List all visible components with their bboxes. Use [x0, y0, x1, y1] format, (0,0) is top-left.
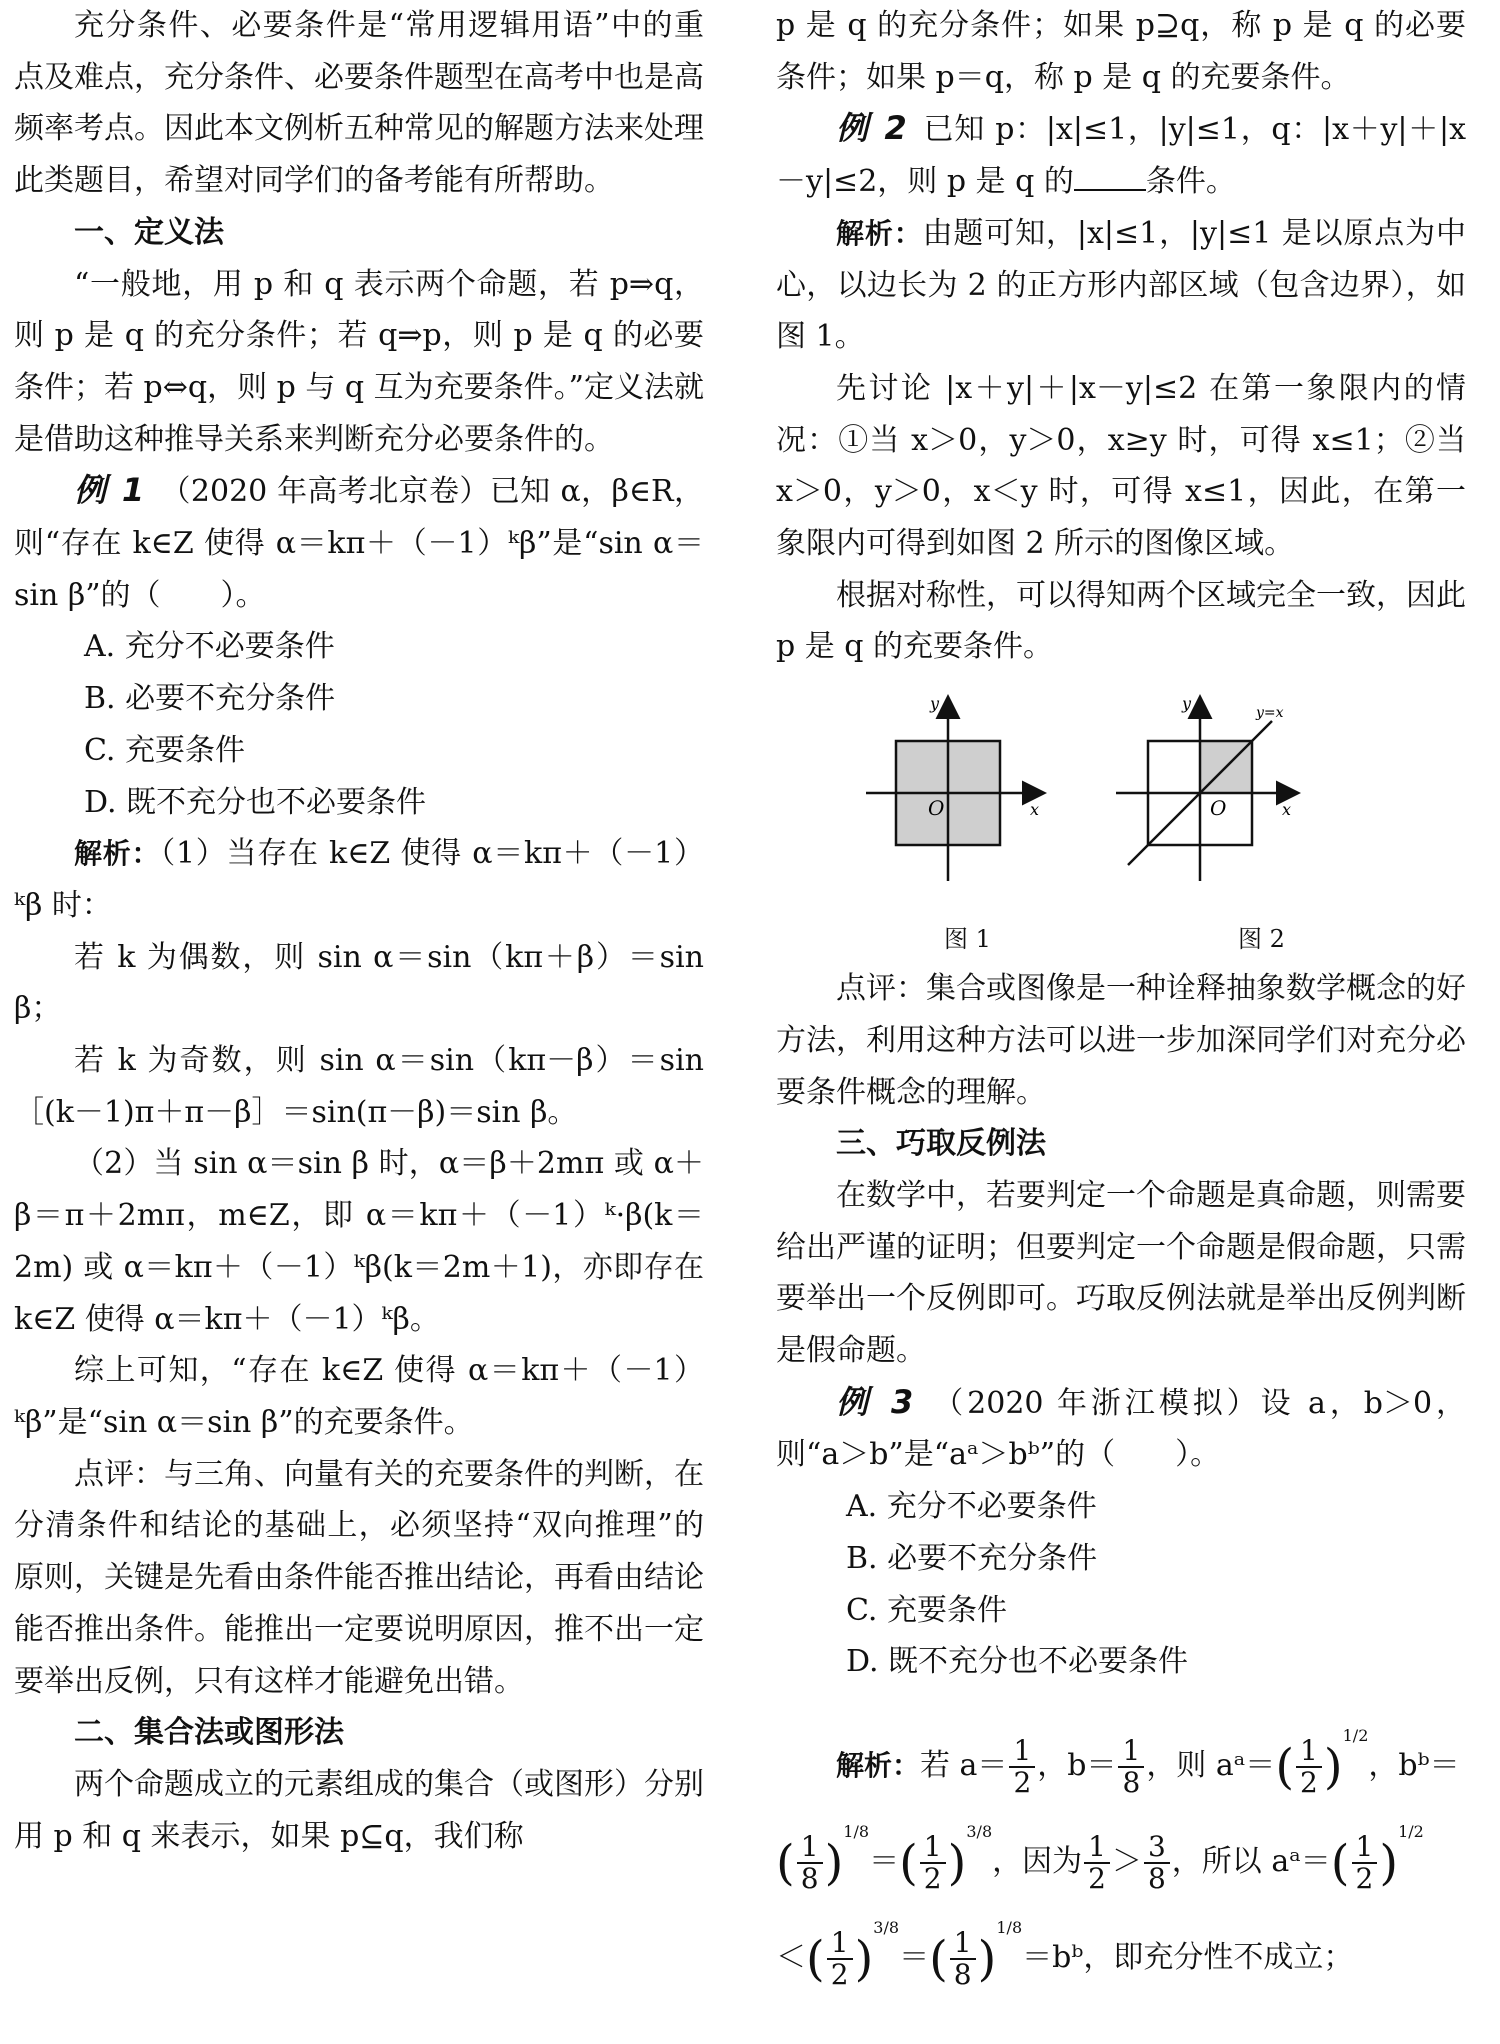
y-axis-label: y — [1182, 694, 1192, 714]
solution-label: 解析： — [836, 1748, 921, 1782]
denominator: 2 — [1300, 1765, 1318, 1799]
exponent: 1/8 — [996, 1917, 1023, 1937]
exp-den: 8 — [888, 1917, 900, 1937]
numerator: 1 — [1118, 1736, 1144, 1768]
origin-label: O — [928, 796, 945, 821]
example-1-stem — [14, 465, 704, 621]
math-text: ＝ — [869, 1843, 900, 1879]
example-1-solution-1 — [14, 828, 704, 931]
exp-num: 1 — [843, 1821, 854, 1841]
math-text: ，所以 aᵃ＝ — [1171, 1843, 1331, 1879]
math-text: ，bᵇ＝ — [1368, 1747, 1460, 1783]
x-axis-label: x — [1282, 800, 1292, 820]
denominator: 8 — [1147, 1861, 1166, 1895]
math-text: 若 a＝ — [920, 1747, 1008, 1783]
exponent: 1/8 — [843, 1821, 870, 1841]
denominator: 2 — [1013, 1765, 1032, 1799]
exponent: 3/8 — [966, 1821, 993, 1841]
exp-den: 8 — [981, 1821, 993, 1841]
solution-text: （1）当存在 k∈Z 使得 α＝kπ＋（－1）ᵏβ 时： — [14, 836, 704, 923]
definition-paragraph: “一般地，用 p 和 q 表示两个命题，若 p⇒q，则 p 是 q 的充分条件；若 q⇒p，则 p 是 q 的必要条件；若 p⇔q，则 p 与 q 互为充要条件。”定义法就是借助这种推导关系来判断充分必要条件的。 — [14, 266, 704, 457]
solution-label: 解析： — [74, 837, 161, 871]
example-2-text-end: 条件。 — [1145, 164, 1236, 200]
denominator: 8 — [800, 1861, 819, 1895]
paren: ( — [929, 1930, 948, 1987]
exp-num: 1 — [1398, 1821, 1409, 1841]
section-heading-definition: 一、定义法 — [74, 214, 224, 250]
paren: ) — [977, 1930, 997, 1987]
paren: ( — [899, 1834, 918, 1891]
counterexample-paragraph: 在数学中，若要判定一个命题是真命题，则需要给出严谨的证明；但要判定一个命题是假命题，只需要举出一个反例即可。巧取反例法就是举出反例判断是假命题。 — [776, 1177, 1466, 1369]
math-text: ＜ — [776, 1939, 806, 1975]
example-3-option-c: C. 充要条件 — [846, 1592, 1007, 1628]
example-3-label: 例 3 — [836, 1382, 916, 1421]
fraction — [827, 1925, 853, 1991]
numerator: 1 — [827, 1928, 853, 1960]
section-heading-set-method: 二、集合法或图形法 — [74, 1715, 344, 1751]
math-text: ，则 aᵃ＝ — [1146, 1747, 1276, 1783]
exponent: 1/2 — [1398, 1821, 1424, 1841]
example-2-solution-1 — [776, 208, 1466, 363]
right-column — [776, 0, 1466, 1991]
intro-paragraph: 充分条件、必要条件是“常用逻辑用语”中的重点及难点，充分条件、必要条件题型在高考中也是高频率考点。因此本文例析五种常见的解题方法来处理此类题目，希望对同学们的备考能有所帮助。 — [14, 8, 704, 199]
example-1-solution-4: （2）当 sin α＝sin β 时，α＝β＋2mπ 或 α＋β＝π＋2mπ，m∈Z，即 α＝kπ＋（－1）ᵏ·β(k＝2m) 或 α＝kπ＋（－1）ᵏβ(k＝2m＋1)，亦即存在 k∈Z 使得 α＝kπ＋（－1）ᵏβ。 — [14, 1146, 704, 1337]
paren: ( — [1330, 1834, 1350, 1891]
example-1-solution-2: 若 k 为偶数，则 sin α＝sin（kπ＋β）＝sin β； — [14, 939, 704, 1027]
denominator: 2 — [1355, 1861, 1374, 1895]
example-1-label: 例 1 — [74, 471, 147, 510]
paren: ( — [806, 1930, 825, 1987]
exp-num: 1 — [996, 1917, 1007, 1937]
paren: ) — [854, 1930, 874, 1987]
exp-num: 3 — [873, 1917, 884, 1937]
exp-den: 8 — [858, 1821, 870, 1841]
fraction — [950, 1925, 976, 1991]
figure-1 — [866, 694, 1042, 881]
numerator: 1 — [797, 1832, 823, 1864]
exp-num: 1 — [1342, 1725, 1353, 1745]
example-3-solution-line-1 — [776, 1688, 1466, 1799]
figures — [776, 691, 1466, 954]
example-1-text: （2020 年高考北京卷）已知 α，β∈R，则“存在 k∈Z 使得 α＝kπ＋（－1）ᵏβ”是“sin α＝sin β”的（ ）。 — [14, 474, 704, 613]
math-text: ，因为 — [992, 1843, 1083, 1879]
example-2-solution-3: 根据对称性，可以得知两个区域完全一致，因此 p 是 q 的充要条件。 — [776, 577, 1466, 665]
paren: ) — [824, 1834, 844, 1891]
set-method-continued: p 是 q 的充分条件；如果 p⊇q，称 p 是 q 的必要条件；如果 p＝q，称 p 是 q 的充要条件。 — [776, 8, 1466, 95]
answer-blank — [1074, 163, 1146, 191]
example-3-stem — [776, 1377, 1466, 1481]
example-3-solution-line-2 — [776, 1784, 1466, 1895]
example-2-label: 例 2 — [836, 109, 909, 148]
denominator: 2 — [830, 1957, 849, 1991]
exp-num: 3 — [966, 1821, 977, 1841]
comment-1: 点评：与三角、向量有关的充要条件的判断，在分清条件和结论的基础上，必须坚持“双向推理”的原则，关键是先看由条件能否推出结论，再看由结论能否推出条件。能推出一定要说明原因，推不出一定要举出反例，只有这样才能避免出错。 — [14, 1456, 704, 1699]
example-3-option-b: B. 必要不充分条件 — [846, 1540, 1098, 1576]
example-2-stem — [776, 103, 1466, 207]
denominator: 8 — [953, 1957, 972, 1991]
section-heading-counterexample: 三、巧取反例法 — [836, 1126, 1046, 1162]
example-1-option-b: B. 必要不充分条件 — [84, 681, 336, 717]
figure-2 — [1116, 694, 1296, 881]
fraction — [1352, 1829, 1378, 1895]
y-axis-label: y — [930, 694, 940, 714]
example-2-text: 已知 p：|x|≤1，|y|≤1，q：|x＋y|＋|x－y|≤2，则 p 是 q 的 — [776, 112, 1466, 200]
numerator: 1 — [1084, 1832, 1110, 1864]
solution-label: 解析： — [836, 216, 923, 250]
numerator: 3 — [1144, 1832, 1170, 1864]
math-text: ＝bᵇ，即充分性不成立； — [1022, 1939, 1354, 1975]
set-method-paragraph: 两个命题成立的元素组成的集合（或图形）分别用 p 和 q 来表示，如果 p⊆q，我们称 — [14, 1766, 704, 1854]
denominator: 2 — [923, 1861, 942, 1895]
figure-1-and-2 — [776, 691, 1466, 921]
x-axis-label: x — [1030, 800, 1040, 820]
example-1-option-a: A. 充分不必要条件 — [84, 629, 335, 665]
math-text: ，b＝ — [1037, 1747, 1117, 1783]
numerator: 1 — [1352, 1832, 1378, 1864]
figure-2-caption: 图 2 — [1238, 925, 1285, 954]
example-1-option-c: C. 充要条件 — [84, 732, 245, 768]
origin-label: O — [1210, 796, 1227, 821]
solution-text: 由题可知，|x|≤1，|y|≤1 是以原点为中心，以边长为 2 的正方形内部区域（包含边界），如图 1。 — [776, 215, 1466, 355]
example-2-solution-2: 先讨论 |x＋y|＋|x－y|≤2 在第一象限内的情况：①当 x＞0，y＞0，x≥y 时，可得 x≤1；②当 x＞0，y＞0，x＜y 时，可得 x≤1，因此，在第一象限内可得到如图 2 所示的图像区域。 — [776, 370, 1466, 562]
paren: ) — [1323, 1738, 1343, 1795]
comment-2: 点评：集合或图像是一种诠释抽象数学概念的好方法，利用这种方法可以进一步加深同学们对充分必要条件概念的理解。 — [776, 971, 1466, 1110]
paren: ( — [1275, 1738, 1295, 1795]
left-column — [14, 0, 704, 1862]
line-label: y=x — [1256, 705, 1284, 722]
denominator: 8 — [1122, 1765, 1141, 1799]
exponent: 1/2 — [1342, 1725, 1369, 1745]
numerator: 1 — [1009, 1736, 1035, 1768]
example-1-option-d: D. 既不充分也不必要条件 — [84, 784, 427, 820]
example-3-option-a: A. 充分不必要条件 — [846, 1489, 1097, 1525]
numerator: 1 — [920, 1832, 946, 1864]
example-1-summary: 综上可知，“存在 k∈Z 使得 α＝kπ＋（－1）ᵏβ”是“sin α＝sin β”的充要条件。 — [14, 1353, 704, 1440]
example-1-solution-3: 若 k 为奇数，则 sin α＝sin（kπ－β）＝sin［(k－1)π＋π－β］＝sin(π－β)＝sin β。 — [14, 1043, 704, 1130]
paren: ) — [1379, 1834, 1399, 1891]
numerator: 1 — [950, 1928, 976, 1960]
numerator: 1 — [1296, 1736, 1322, 1768]
denominator: 2 — [1088, 1861, 1106, 1895]
example-3-text: （2020 年浙江模拟）设 a，b＞0，则“a＞b”是“aᵃ＞bᵇ”的（ ）。 — [776, 1385, 1466, 1473]
exp-den: 8 — [1011, 1917, 1023, 1937]
paren: ( — [776, 1834, 795, 1891]
paren: ) — [947, 1834, 967, 1891]
exp-den: 2 — [1358, 1725, 1369, 1745]
math-text: ＞ — [1111, 1843, 1142, 1879]
example-3-option-d: D. 既不充分也不必要条件 — [846, 1644, 1189, 1680]
math-text: ＝ — [899, 1939, 930, 1975]
figure-1-caption: 图 1 — [944, 925, 991, 954]
exp-den: 2 — [1413, 1821, 1424, 1841]
exponent: 3/8 — [873, 1917, 900, 1937]
